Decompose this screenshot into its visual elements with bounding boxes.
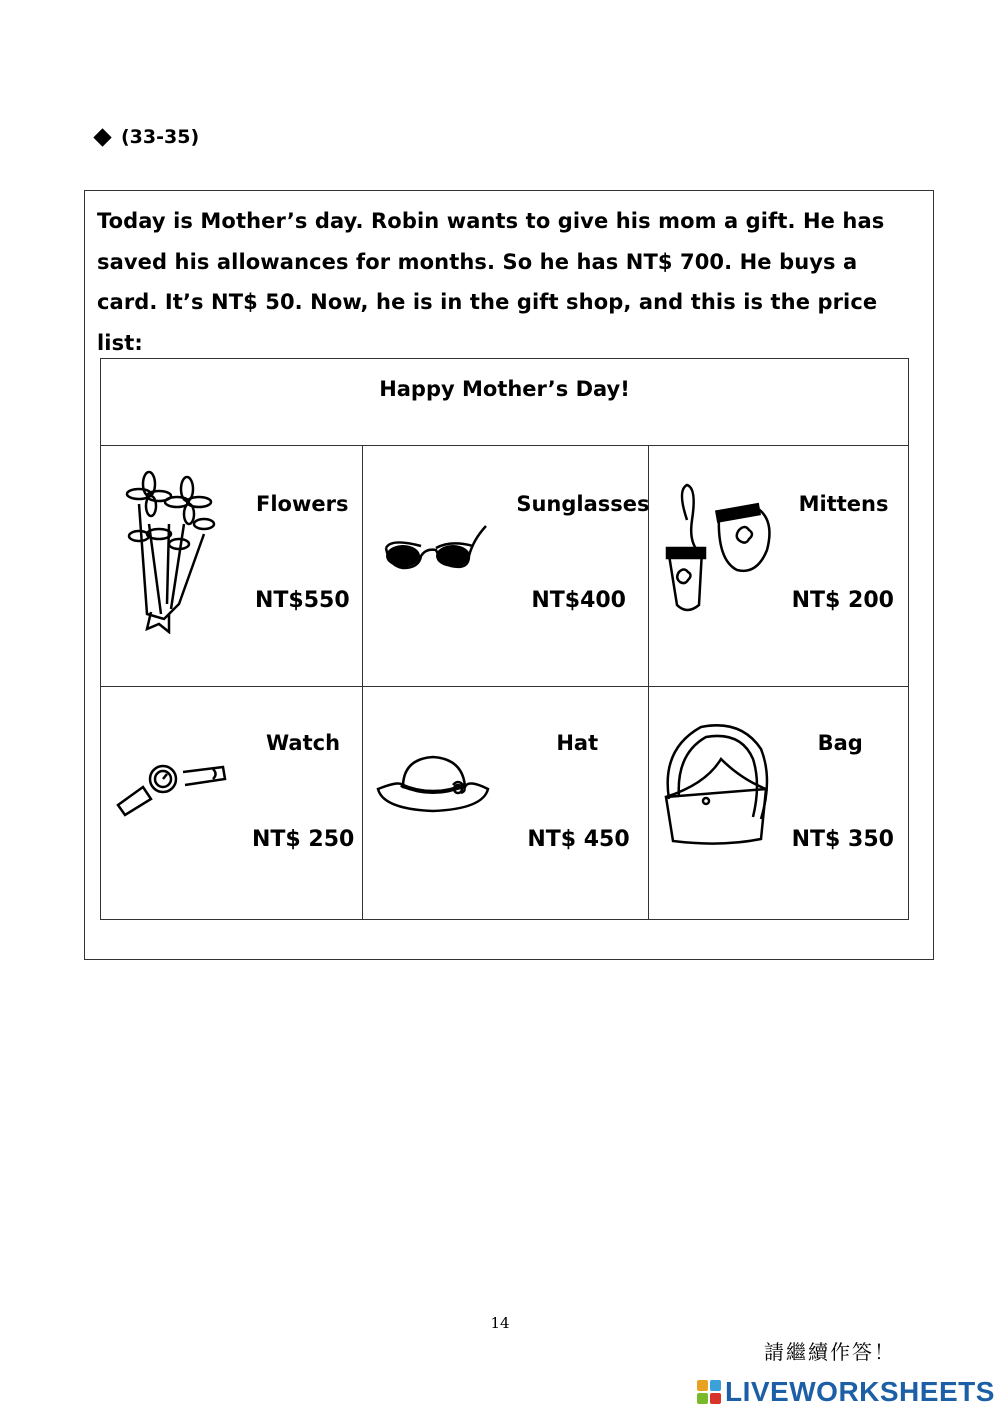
item-price: NT$ 250 [252,827,355,852]
item-name: Mittens [798,492,889,516]
continue-note: 請繼續作答！ [764,1340,896,1364]
item-price: NT$550 [255,588,350,613]
item-name: Flowers [256,492,349,516]
item-cell-mittens [648,446,908,687]
mittens-icon [657,480,782,615]
price-list-table [100,358,909,920]
liveworksheets-logo-icon [697,1380,721,1404]
item-name: Hat [556,731,599,755]
item-cell-hat [363,687,648,920]
item-cell-watch [101,687,363,920]
item-price: NT$ 350 [791,827,894,852]
bag-icon [661,719,776,849]
watch-icon [113,757,233,817]
item-cell-bag [648,687,908,920]
item-cell-flowers [101,446,363,687]
page-number: 14 [490,1314,510,1332]
item-name: Bag [817,731,863,755]
item-price: NT$ 200 [791,588,894,613]
price-list-title: Happy Mother’s Day! [379,377,630,401]
price-list-title-cell [101,359,909,446]
watermark-text: LIVEWORKSHEETS [725,1376,995,1407]
reading-passage: Today is Mother’s day. Robin wants to give his mom a gift. He has saved his allowances for months. So he has NT$ 700. He buys a card. It’s NT$ 50. Now, he is in the gift shop, and this is the price list: [97,209,885,355]
item-price: NT$ 450 [527,827,630,852]
item-cell-sunglasses [363,446,648,687]
liveworksheets-watermark [697,1376,995,1408]
hat-icon [373,749,493,819]
sunglasses-icon [381,518,491,588]
item-name: Sunglasses [516,492,650,516]
question-range: (33-35) [121,126,200,148]
item-price: NT$400 [531,588,626,613]
item-name: Watch [266,731,341,755]
question-label [96,126,199,148]
diamond-bullet-icon [93,128,111,146]
flowers-icon [109,464,219,634]
